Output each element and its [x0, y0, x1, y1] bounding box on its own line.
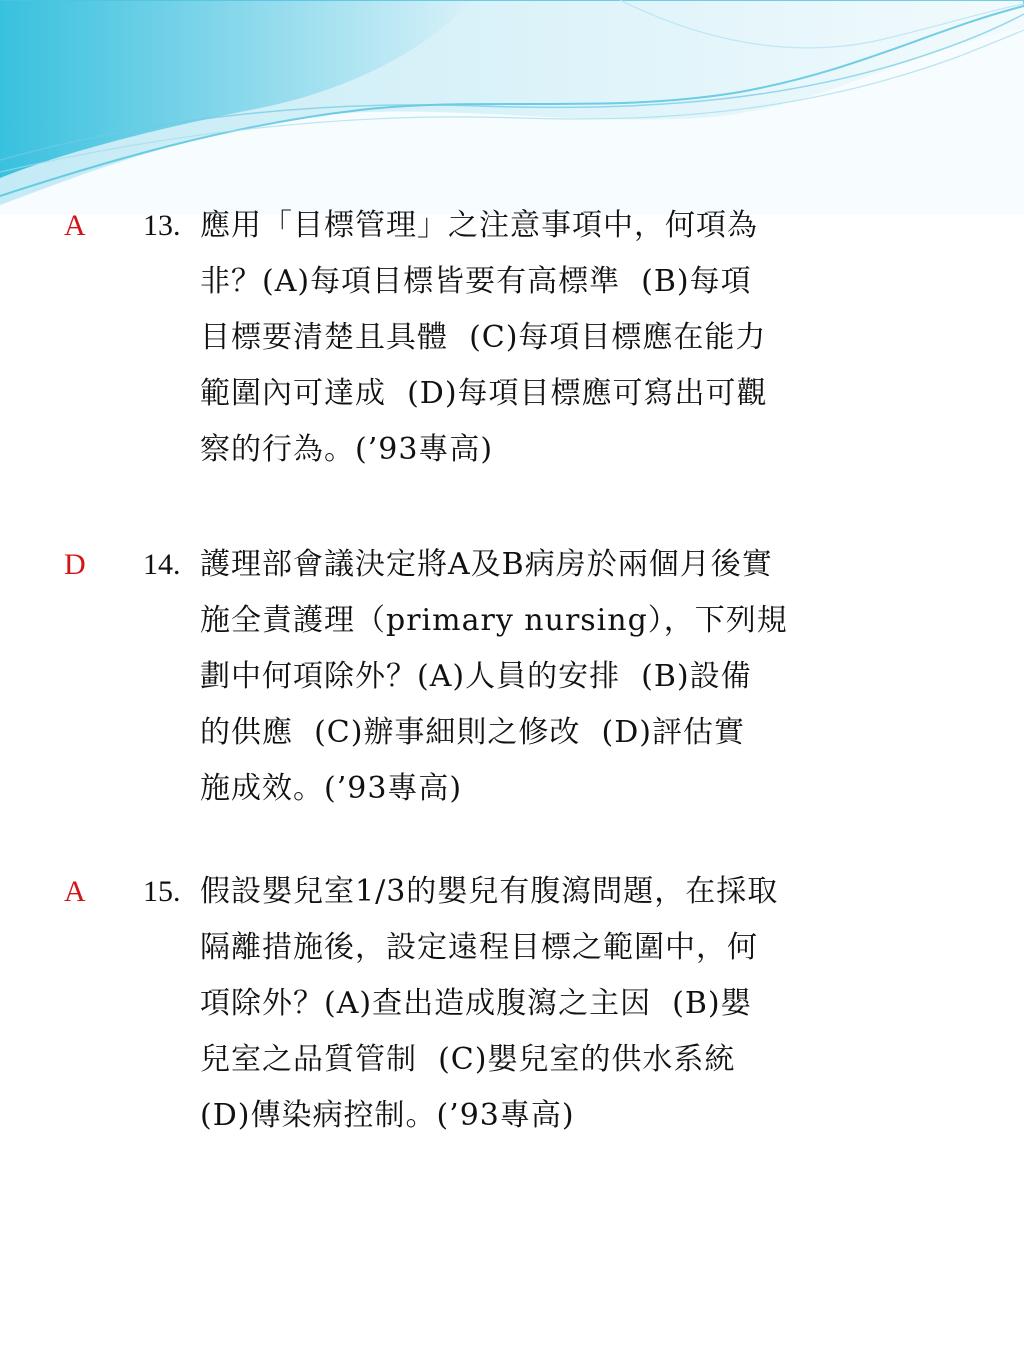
answer-key: D	[64, 548, 86, 581]
question-line: (D)傳染病控制。(’93專高)	[200, 1098, 575, 1133]
question-number: 14.	[143, 548, 181, 581]
question-line: 範圍內可達成 (D)每項目標應可寫出可觀	[200, 376, 768, 411]
question-line: 施全責護理（primary nursing），下列規	[200, 603, 788, 638]
header-wave-decoration	[0, 0, 1024, 215]
question-line: 兒室之品質管制 (C)嬰兒室的供水系統	[200, 1042, 736, 1077]
answer-key: A	[64, 209, 86, 242]
question-line: 假設嬰兒室1/3的嬰兒有腹瀉問題，在採取	[200, 874, 779, 909]
answer-key: A	[64, 875, 86, 908]
question-text	[200, 537, 920, 817]
question-line: 目標要清楚且具體 (C)每項目標應在能力	[200, 320, 767, 355]
question-number: 13.	[143, 209, 181, 242]
question-line: 非？(A)每項目標皆要有高標準 (B)每項	[200, 264, 752, 299]
question-text	[200, 198, 920, 478]
question-text	[200, 864, 920, 1144]
question-number: 15.	[143, 875, 181, 908]
question-line: 應用「目標管理」之注意事項中，何項為	[200, 208, 758, 243]
question-line: 的供應 (C)辦事細則之修改 (D)評估實	[200, 715, 745, 750]
question-line: 隔離措施後，設定遠程目標之範圍中，何	[200, 930, 758, 965]
question-line: 劃中何項除外？(A)人員的安排 (B)設備	[200, 659, 752, 694]
question-line: 項除外？(A)查出造成腹瀉之主因 (B)嬰	[200, 986, 752, 1021]
question-line: 察的行為。(’93專高)	[200, 432, 494, 467]
question-line: 護理部會議決定將A及B病房於兩個月後實	[200, 547, 773, 582]
question-line: 施成效。(’93專高)	[200, 771, 463, 806]
